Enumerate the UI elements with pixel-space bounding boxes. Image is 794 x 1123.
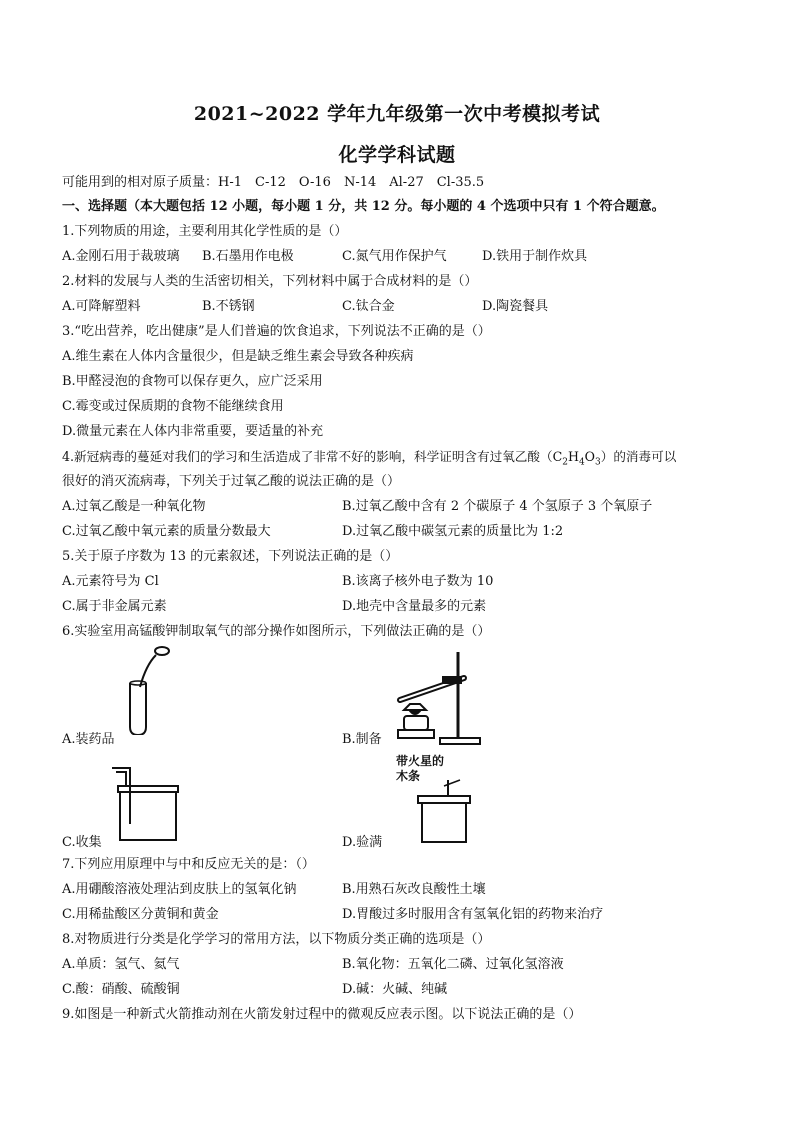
section-heading: 一、选择题（本大题包括 12 小题，每小题 1 分，共 12 分。每小题的 4 个选项中只有 1 个符合题意。 (62, 199, 665, 214)
q4-stem-line2: 很好的消灭流病毒，下列关于过氧乙酸的说法正确的是（） (62, 474, 401, 489)
exam-subtitle: 化学学科试题 (338, 144, 456, 166)
q1-stem: 1.下列物质的用途，主要利用其化学性质的是（） (62, 224, 348, 239)
q3-option-b: B.甲醛浸泡的食物可以保存更久，应广泛采用 (62, 374, 323, 389)
q4-stem-line1 (62, 449, 676, 471)
q8-option-a: A.单质：氢气、氦气 (62, 957, 180, 972)
q6-option-a: A.装药品 (62, 732, 115, 747)
q4-stem-post: ）的消毒可以 (600, 449, 677, 464)
q2-option-c: C.钛合金 (342, 299, 395, 314)
figure-b-preparation (382, 648, 492, 748)
q4-option-a: A.过氧乙酸是一种氧化物 (62, 499, 206, 514)
q5-option-c: C.属于非金属元素 (62, 599, 167, 614)
q4-option-b: B.过氧乙酸中含有 2 个碳原子 4 个氢原子 3 个氧原子 (342, 499, 653, 514)
formula-sub: 3 (595, 457, 601, 468)
q3-option-a: A.维生素在人体内含量很少，但是缺乏维生素会导致各种疾病 (62, 349, 414, 364)
formula-sub: 2 (562, 457, 568, 468)
q4-option-c: C.过氧乙酸中氧元素的质量分数最大 (62, 524, 271, 539)
q8-option-d: D.碱：火碱、纯碱 (342, 982, 448, 997)
q6-option-c: C.收集 (62, 835, 102, 850)
q7-option-d: D.胃酸过多时服用含有氢氧化铝的药物来治疗 (342, 907, 604, 922)
q7-option-a: A.用硼酸溶液处理沾到皮肤上的氢氧化钠 (62, 882, 297, 897)
q5-option-d: D.地壳中含量最多的元素 (342, 599, 487, 614)
figure-a-loading-drug (120, 645, 190, 735)
figure-c-collection (108, 764, 198, 844)
q2-option-b: B.不锈钢 (202, 299, 255, 314)
q4-stem-pre: 4.新冠病毒的蔓延对我们的学习和生活造成了非常不好的影响，科学证明含有过氧乙酸（C (62, 449, 563, 464)
exam-title: 2021~2022 学年九年级第一次中考模拟考试 (193, 103, 601, 125)
q7-option-b: B.用熟石灰改良酸性土壤 (342, 882, 486, 897)
q7-stem: 7.下列应用原理中与中和反应无关的是：（） (62, 857, 315, 872)
glowing-stick-label: 带火星的木条 (396, 754, 445, 783)
q4-option-d: D.过氧乙酸中碳氢元素的质量比为 1:2 (342, 524, 564, 539)
q3-option-d: D.微量元素在人体内非常重要，要适量的补充 (62, 424, 324, 439)
atomic-mass-line: 可能用到的相对原子质量：H-1 C-12 O-16 N-14 Al-27 Cl-35.5 (62, 175, 485, 190)
q2-option-d: D.陶瓷餐具 (482, 299, 549, 314)
q5-stem: 5.关于原子序数为 13 的元素叙述，下列说法正确的是（） (62, 549, 399, 564)
q8-option-c: C.酸：硝酸、硫酸铜 (62, 982, 180, 997)
q8-stem: 8.对物质进行分类是化学学习的常用方法，以下物质分类正确的选项是（） (62, 932, 491, 947)
q3-option-c: C.霉变或过保质期的食物不能继续食用 (62, 399, 284, 414)
q2-stem: 2.材料的发展与人类的生活密切相关，下列材料中属于合成材料的是（） (62, 274, 478, 289)
figure-d-full-test (414, 776, 494, 846)
q5-option-a: A.元素符号为 Cl (62, 574, 159, 589)
q8-option-b: B.氧化物：五氧化二磷、过氧化氢溶液 (342, 957, 564, 972)
q2-option-a: A.可降解塑料 (62, 299, 141, 314)
formula-o: O (584, 449, 595, 464)
q7-option-c: C.用稀盐酸区分黄铜和黄金 (62, 907, 219, 922)
q3-stem: 3.“吃出营养，吃出健康”是人们普遍的饮食追求，下列说法不正确的是（） (62, 324, 491, 339)
q1-option-d: D.铁用于制作炊具 (482, 249, 588, 264)
q6-stem: 6.实验室用高锰酸钾制取氧气的部分操作如图所示，下列做法正确的是（） (62, 624, 491, 639)
q1-option-a: A.金刚石用于裁玻璃 (62, 249, 180, 264)
q5-option-b: B.该离子核外电子数为 10 (342, 574, 494, 589)
q1-option-c: C.氮气用作保护气 (342, 249, 447, 264)
formula-sub: 4 (578, 457, 585, 468)
q9-stem: 9.如图是一种新式火箭推动剂在火箭发射过程中的微观反应表示图。以下说法正确的是（） (62, 1007, 582, 1022)
q1-option-b: B.石墨用作电极 (202, 249, 294, 264)
q6-option-b: B.制备 (342, 732, 382, 747)
q6-option-d: D.验满 (342, 835, 383, 850)
formula-h: H (567, 449, 579, 464)
